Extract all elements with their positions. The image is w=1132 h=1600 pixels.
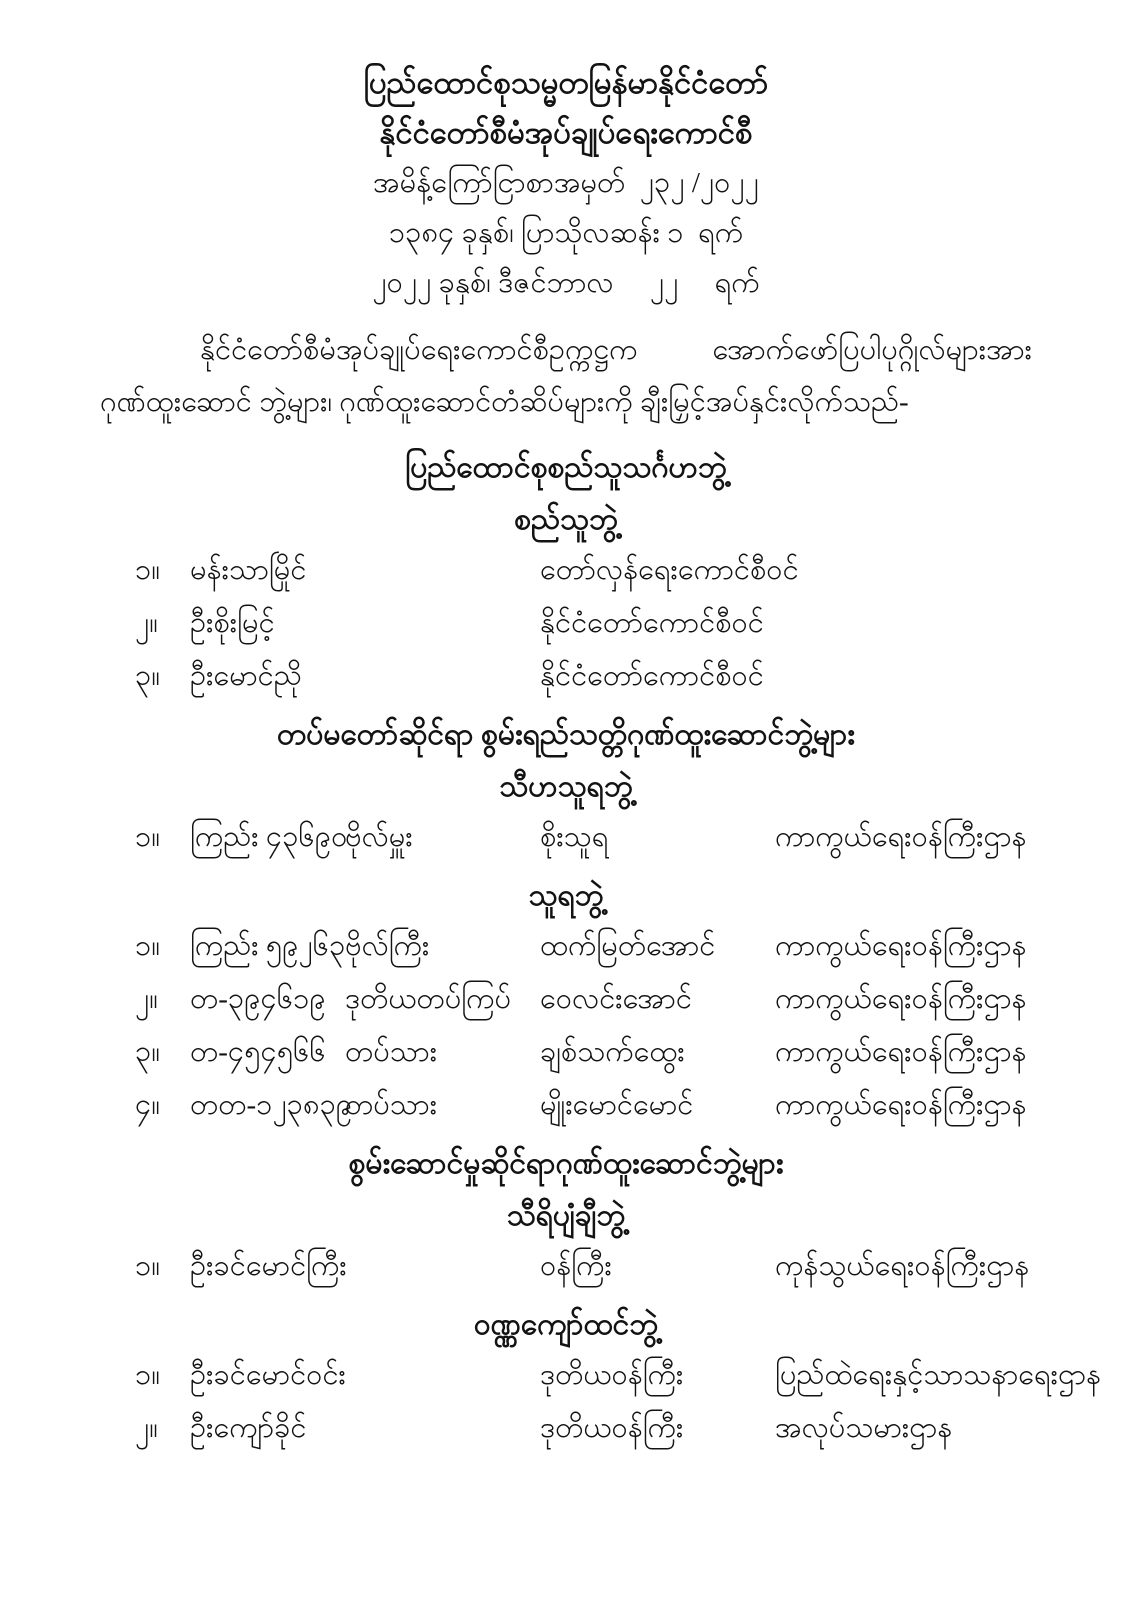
recipient-ministry: ကာကွယ်ရေးဝန်ကြီးဌာန	[775, 930, 1027, 962]
recipient-name: ထက်မြတ်အောင်	[540, 930, 716, 962]
row-serial: ၄။	[135, 1089, 161, 1121]
council-title: နိုင်ငံတော်စီမံအုပ်ချုပ်ရေးကောင်စီ	[379, 115, 753, 150]
recipient-name: ဝေလင်းအောင်	[540, 983, 692, 1015]
section-title-performance: စွမ်းဆောင်မှုဆိုင်ရာဂုဏ်ထူးဆောင်ဘွဲ့များ	[348, 1147, 784, 1180]
subsection-title-thura: သူရဘွဲ့	[528, 879, 604, 912]
recipient-name: စိုးသူရ	[540, 821, 609, 853]
recipient-position: နိုင်ငံတော်ကောင်စီဝင်	[540, 660, 764, 692]
recipient-ministry: ကာကွယ်ရေးဝန်ကြီးဌာန	[775, 1089, 1027, 1121]
recipient-position: ဒုတိယဝန်ကြီး	[540, 1412, 684, 1444]
row-serial: ၁။	[135, 554, 161, 586]
recipient-position: တော်လှန်ရေးကောင်စီဝင်	[540, 554, 799, 586]
recipient-name: ဦးခင်မောင်ကြီး	[190, 1250, 347, 1282]
service-number: ကြည်း ၄၃၆၉ဝ	[190, 821, 348, 853]
thura-rows	[100, 928, 1032, 1123]
recipient-name: ချစ်သက်ထွေး	[540, 1036, 685, 1068]
row-serial: ၃။	[135, 660, 161, 692]
recipient-position: ဝန်ကြီး	[540, 1250, 612, 1282]
gregorian-date-line: ၂၀၂၂ ခုနှစ်၊ ဒီဇင်ဘာလ ၂၂ ရက်	[372, 267, 760, 299]
table-row	[100, 819, 1032, 855]
row-serial: ၂။	[135, 607, 159, 639]
recipient-ministry: ကာကွယ်ရေးဝန်ကြီးဌာန	[775, 1036, 1027, 1068]
table-row	[100, 1087, 1032, 1123]
table-row	[100, 605, 1032, 641]
service-number: တ-၄၅၄၅၆၆	[190, 1036, 326, 1068]
military-rank: ဗိုလ်ကြီး	[345, 930, 430, 962]
recipient-ministry: ပြည်ထဲရေးနှင့်သာသနာရေးဌာန	[775, 1359, 1102, 1391]
recipient-name: ဦးမောင်ညို	[190, 660, 302, 692]
intro-paragraph: နိုင်ငံတော်စီမံအုပ်ချုပ်ရေးကောင်စီဥက္ကဋ္ဌက အောက်ဖော်ပြပါပုဂ္ဂိုလ်များအား ဂုဏ်ထူးဆောင် ဘွဲ့များ၊ ဂုဏ်ထူးဆောင်တံဆိပ်များကို ချီးမြှင့်အပ်နှင်းလိုက်သည်-	[100, 334, 1032, 418]
recipient-name: ဦးစိုးမြင့်	[190, 607, 275, 639]
recipient-position: နိုင်ငံတော်ကောင်စီဝင်	[540, 607, 764, 639]
recipient-name: မန်းသာမြိုင်	[190, 554, 307, 586]
recipient-name: ဦးကျော်ခိုင်	[190, 1412, 307, 1444]
subsection-title-sithu: စည်သူဘွဲ့	[514, 503, 618, 536]
recipient-name: မျိုးမောင်မောင်	[540, 1089, 694, 1121]
table-row	[100, 552, 1032, 588]
subsection-title-wunna-kyawhtin: ဝဏ္ဏကျော်ထင်ဘွဲ့	[473, 1308, 659, 1341]
table-row	[100, 1410, 1032, 1446]
subsection-title-thiri-pyanchi: သီရိပျံချီဘွဲ့	[506, 1199, 626, 1232]
recipient-ministry: ကုန်သွယ်ရေးဝန်ကြီးဌာန	[775, 1250, 1030, 1282]
military-rank: ဒုတိယတပ်ကြပ်	[345, 983, 512, 1015]
table-row	[100, 928, 1032, 964]
section-title-pyidaungsu-sithu: ပြည်ထောင်စုစည်သူသင်္ဂဟဘွဲ့	[405, 451, 727, 484]
military-rank: တပ်သား	[345, 1089, 438, 1121]
section-title-military-gallantry: တပ်မတော်ဆိုင်ရာ စွမ်းရည်သတ္တိဂုဏ်ထူးဆောင်ဘွဲ့များ	[277, 718, 855, 751]
recipient-position: ဒုတိယဝန်ကြီး	[540, 1359, 684, 1391]
table-row	[100, 1034, 1032, 1070]
row-serial: ၁။	[135, 930, 161, 962]
table-row	[100, 658, 1032, 694]
wunna-kyawhtin-rows	[100, 1357, 1102, 1446]
myanmar-date-line: ၁၃၈၄ ခုနှစ်၊ ပြာသိုလဆန်း ၁ ရက်	[388, 217, 744, 249]
recipient-ministry: ကာကွယ်ရေးဝန်ကြီးဌာန	[775, 983, 1027, 1015]
table-row	[100, 1357, 1102, 1393]
subsection-title-thiha-thura: သီဟသူရဘွဲ့	[499, 770, 633, 803]
row-serial: ၁။	[135, 1250, 161, 1282]
recipient-ministry: အလုပ်သမားဌာန	[775, 1412, 953, 1444]
military-rank: ဗိုလ်မှူး	[345, 821, 413, 853]
military-rank: တပ်သား	[345, 1036, 438, 1068]
service-number: တတ-၁၂၃၈၃၉	[190, 1089, 353, 1121]
service-number: တ-၃၉၄၆၁၉	[190, 983, 326, 1015]
sithu-rows	[100, 552, 1032, 694]
row-serial: ၁။	[135, 821, 161, 853]
country-title: ပြည်ထောင်စုသမ္မတမြန်မာနိုင်ငံတော်	[363, 65, 769, 100]
order-number-line: အမိန့်ကြော်ငြာစာအမှတ် ၂၃၂ /၂၀၂၂	[373, 167, 759, 199]
table-row	[100, 981, 1032, 1017]
thiri-pyanchi-rows	[100, 1248, 1032, 1284]
table-row	[100, 1248, 1032, 1284]
row-serial: ၂။	[135, 1412, 159, 1444]
row-serial: ၃။	[135, 1036, 161, 1068]
service-number: ကြည်း ၅၉၂၆၃	[190, 930, 346, 962]
row-serial: ၁။	[135, 1359, 161, 1391]
recipient-ministry: ကာကွယ်ရေးဝန်ကြီးဌာန	[775, 821, 1027, 853]
recipient-name: ဦးခင်မောင်ဝင်း	[190, 1359, 346, 1391]
row-serial: ၂။	[135, 983, 159, 1015]
thiha-thura-rows	[100, 819, 1032, 855]
